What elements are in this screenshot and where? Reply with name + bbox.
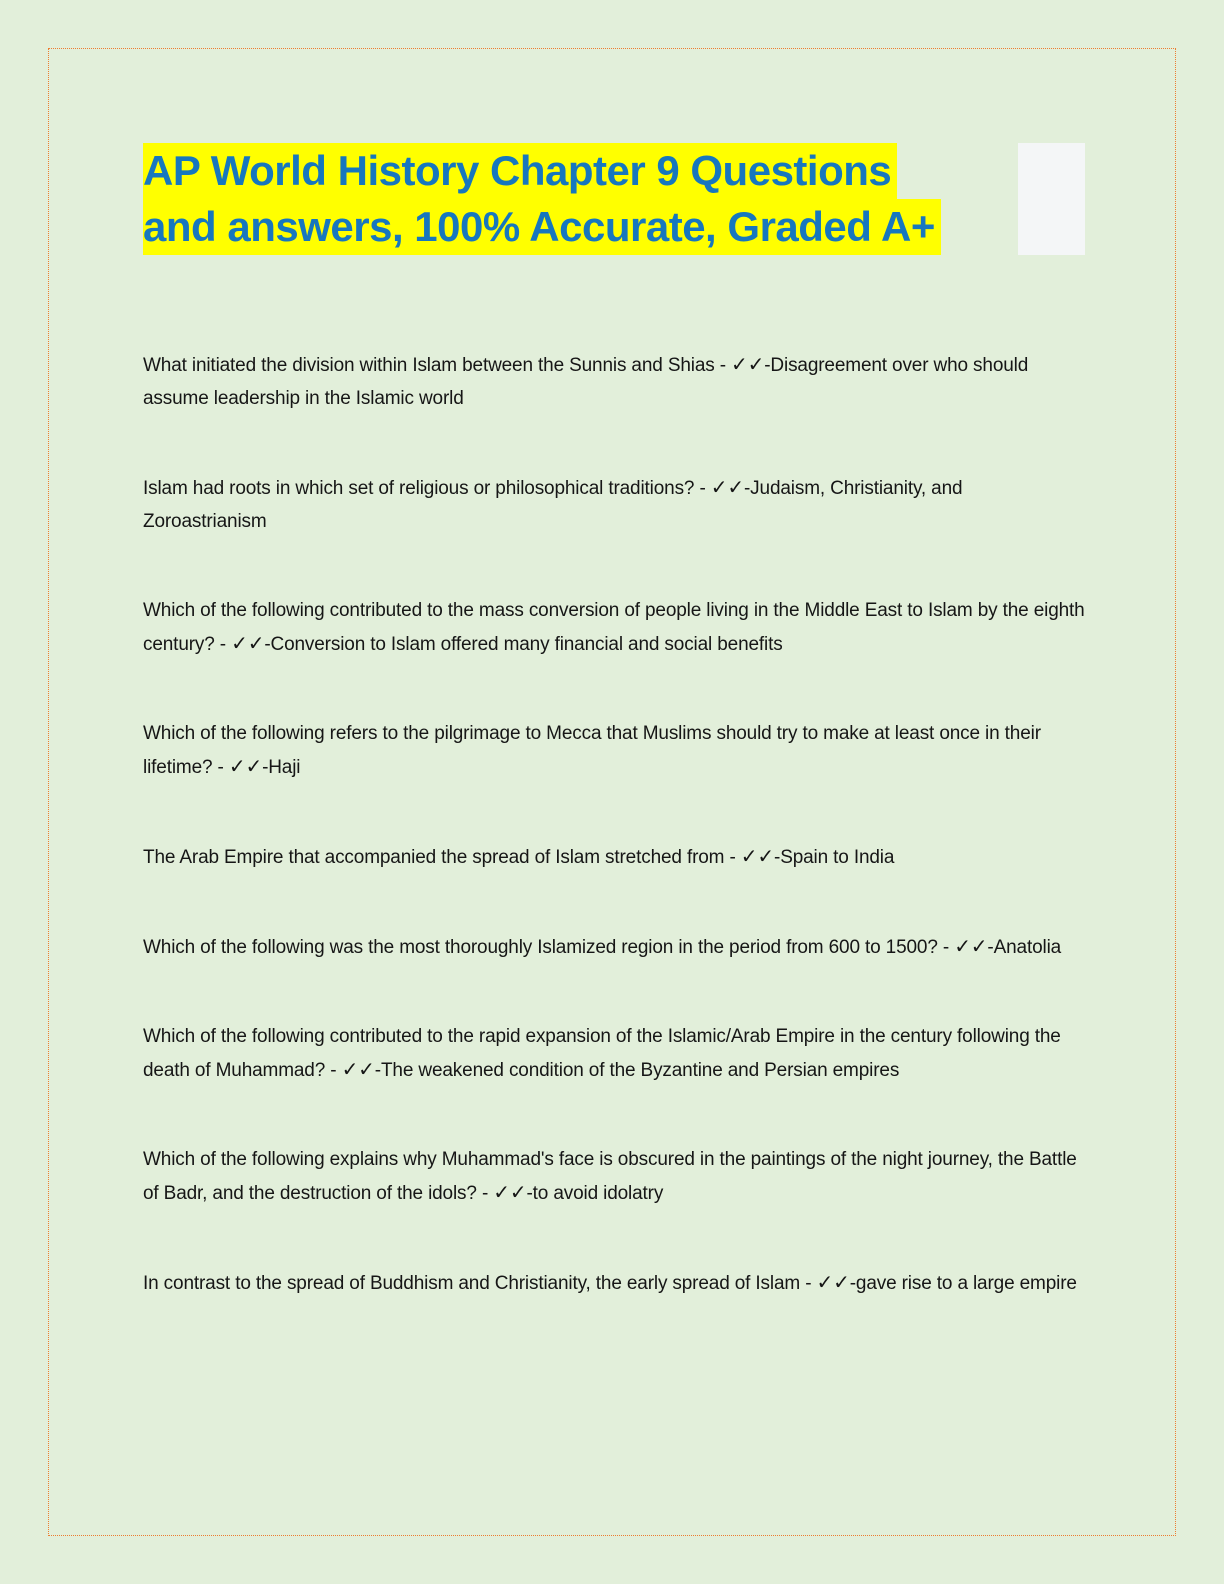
- title-line-1: [143, 143, 1088, 199]
- double-checkmark-icon: ✓✓: [731, 352, 765, 376]
- qa-item: [143, 1266, 1088, 1300]
- answer-text: -Anatolia: [987, 937, 1062, 958]
- answer-text: -Conversion to Islam offered many financial and social benefits: [264, 634, 783, 655]
- answer-text: -gave rise to a large empire: [849, 1273, 1077, 1294]
- question-text: What initiated the division within Islam between the Sunnis and Shias -: [143, 355, 732, 376]
- title-line-2: [143, 199, 1088, 255]
- answer-text: -Disagreement over who should assume leadership in the Islamic world: [143, 355, 1029, 409]
- answer-text: -Spain to India: [774, 847, 895, 868]
- qa-list: [143, 348, 1088, 1300]
- title-text-highlighted: and answers, 100% Accurate, Graded A+: [143, 199, 941, 255]
- double-checkmark-icon: ✓✓: [816, 1270, 850, 1294]
- double-checkmark-icon: ✓✓: [493, 1180, 527, 1204]
- qa-item: [143, 717, 1088, 784]
- question-text: Which of the following was the most thoroughly Islamized region in the period from 600 to 1500? -: [143, 937, 955, 958]
- question-text: Which of the following contributed to the rapid expansion of the Islamic/Arab Empire in the century following the death of Muhammad? -: [143, 1026, 1061, 1081]
- qa-item: [143, 930, 1088, 964]
- double-checkmark-icon: ✓✓: [341, 1057, 375, 1081]
- question-text: In contrast to the spread of Buddhism and Christianity, the early spread of Islam -: [143, 1273, 817, 1294]
- question-text: Which of the following refers to the pilgrimage to Mecca that Muslims should try to make at least once in their lifetime? -: [143, 723, 1041, 778]
- answer-text: -Judaism, Christianity, and Zoroastrianism: [143, 478, 963, 532]
- qa-item: [143, 471, 1088, 538]
- question-text: The Arab Empire that accompanied the spread of Islam stretched from -: [143, 847, 741, 868]
- answer-text: -to avoid idolatry: [526, 1183, 664, 1204]
- double-checkmark-icon: ✓✓: [228, 754, 263, 778]
- double-checkmark-icon: ✓✓: [231, 631, 265, 655]
- qa-item: [143, 840, 1088, 874]
- title-text-highlighted: AP World History Chapter 9 Questions: [143, 143, 897, 199]
- double-checkmark-icon: ✓✓: [710, 475, 744, 499]
- qa-item: [143, 594, 1088, 661]
- question-text: Which of the following explains why Muhammad's face is obscured in the paintings of the night journey, the Battle of Badr, and the destruction of the idols? -: [143, 1149, 1077, 1204]
- question-text: Islam had roots in which set of religious or philosophical traditions? -: [143, 478, 711, 499]
- document-content: [143, 143, 1088, 1356]
- qa-item: [143, 1020, 1088, 1087]
- qa-item: [143, 348, 1088, 415]
- document-title: [143, 143, 1088, 255]
- double-checkmark-icon: ✓✓: [740, 844, 775, 868]
- qa-item: [143, 1143, 1088, 1210]
- answer-text: -Haji: [262, 757, 301, 778]
- answer-text: -The weakened condition of the Byzantine and Persian empires: [374, 1060, 900, 1081]
- double-checkmark-icon: ✓✓: [954, 934, 988, 958]
- question-text: Which of the following contributed to the mass conversion of people living in the Middle East to Islam by the eighth century? -: [143, 600, 1085, 655]
